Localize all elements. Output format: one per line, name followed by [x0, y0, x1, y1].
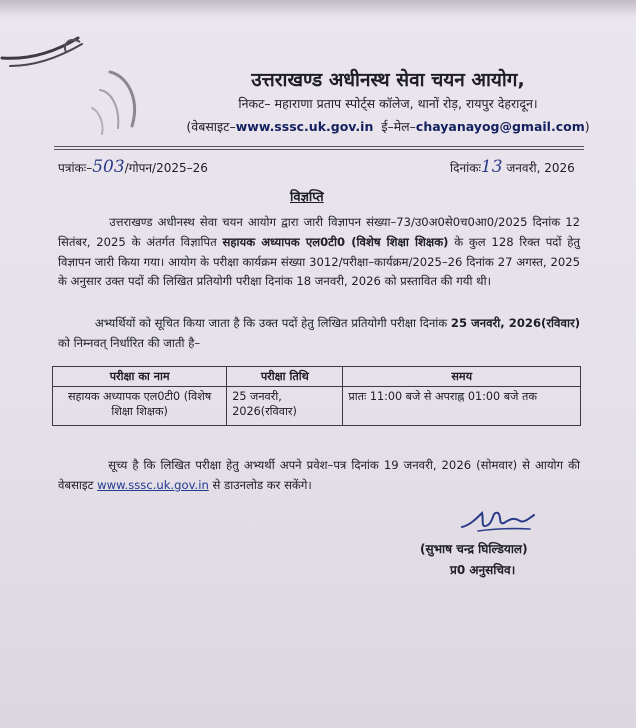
para1-post-name: सहायक अध्यापक एल0टी0 (विशेष शिक्षा शिक्षक) [222, 234, 449, 249]
date-rest: जनवरी, 2026 [506, 161, 575, 175]
organization-name: उत्तराखण्ड अधीनस्थ सेवा चयन आयोग, [251, 69, 525, 91]
letter-number-handwritten: 503 [92, 157, 125, 177]
para3-segment: से डाउनलोड कर सकेंगे। [208, 477, 312, 492]
para1-segment: उत्तराखण्ड अधीनस्थ सेवा चयन आयोग द्वारा जारी विज्ञापन संख्या–73/उ0अ0से0च0आ0/2025 दिनांक 12 सितंबर, 2025 के अंतर्गत विज्ञापित [58, 215, 580, 249]
date-day-handwritten: 13 [480, 157, 503, 177]
signature-icon [458, 503, 538, 537]
website-text: www.sssc.uk.gov.in [235, 119, 374, 134]
notice-title: विज्ञप्ति [290, 190, 324, 205]
notice-paragraph-1 [58, 213, 580, 292]
signatory-name: (सुभाष चन्द्र घिल्डियाल) [420, 542, 528, 556]
table-cell-exam-time: प्रातः 11:00 बजे से अपराह्न 01:00 बजे तक [343, 387, 581, 426]
table-row [53, 387, 581, 426]
letter-date [450, 157, 575, 177]
para2-exam-date: 25 जनवरी, 2026(रविवार) [450, 316, 580, 330]
signatory-designation: प्र0 अनुसचिव। [450, 563, 516, 577]
organization-address: निकट– महाराणा प्रताप स्पोर्ट्स कॉलेज, थानों रोड़, रायपुर देहरादून। [238, 96, 538, 111]
para3-segment: सूच्य है कि लिखित परीक्षा हेतु अभ्यर्थी अपने प्रवेश–पत्र दिनांक 19 जनवरी, 2026 (सोमवार) से आयोग की वेबसाइट [58, 458, 580, 492]
table-header-cell: परीक्षा तिथि [227, 367, 343, 387]
contact-line [168, 118, 608, 135]
website-prefix: (वेबसाइट– [186, 119, 236, 134]
email-prefix: ई–मेल– [381, 119, 416, 134]
emblem-icon [0, 30, 150, 140]
date-prefix: दिनांकः [450, 161, 481, 175]
para2-segment: को निम्नवत् निर्धारित की जाती है– [58, 335, 201, 350]
header-divider [54, 146, 584, 147]
website-link[interactable]: www.sssc.uk.gov.in [97, 477, 209, 492]
letter-number-suffix: /गोपन/2025–26 [124, 161, 208, 175]
email-text: chayanayog@gmail.com [415, 119, 585, 134]
para2-segment: अभ्यर्थियों को सूचित किया जाता है कि उक्त पदों हेतु लिखित प्रतियोगी परीक्षा दिनांक [94, 316, 451, 330]
letter-number-prefix: पत्रांकः– [58, 161, 93, 175]
page-shadow [0, 0, 636, 18]
table-cell-exam-date: 25 जनवरी, 2026(रविवार) [227, 387, 343, 426]
table-header-cell: परीक्षा का नाम [53, 367, 227, 387]
para1-segment: के कुल 128 रिक्त पदों हेतु विज्ञापन जारी किया गया। आयोग के परीक्षा कार्यक्रम संख्या 3012/परीक्षा–कार्यक्रम/2025–26 दिनांक 27 अगस्त, 2025 के अनुसार उक्त पदों की लिखित प्रतियोगी परीक्षा दिनांक 18 जनवरी, 2026 को प्रस्तावित की गयी थी। [58, 234, 580, 289]
table-header-cell: समय [343, 367, 581, 387]
exam-schedule-table [52, 366, 581, 426]
table-cell-exam-name: सहायक अध्यापक एल0टी0 (विशेष शिक्षा शिक्षक) [53, 387, 227, 426]
letter-number [58, 157, 208, 177]
table-header-row [53, 367, 581, 387]
contact-closing: ) [584, 119, 590, 134]
notice-paragraph-3 [58, 456, 580, 496]
notice-paragraph-2 [58, 314, 580, 354]
header-divider-2 [54, 149, 584, 150]
